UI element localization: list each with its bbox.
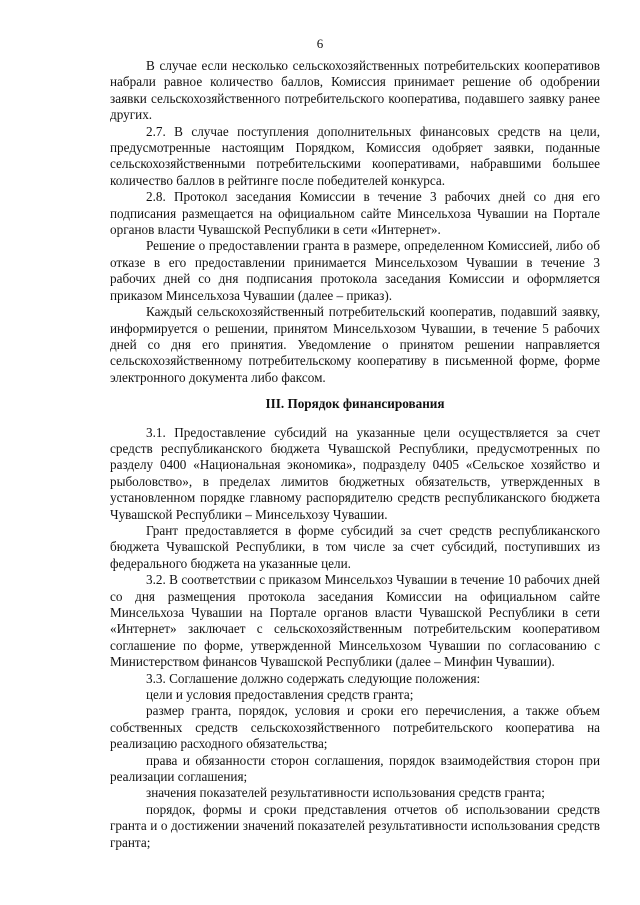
list-item: права и обязанности сторон соглашения, порядок взаимодействия сторон при реализации соглашения;	[110, 752, 600, 785]
page-number: 6	[316, 36, 324, 51]
paragraph: 3.2. В соответствии с приказом Минсельхоз Чувашии в течение 10 рабочих дней со дня размещения протокола заседания Комиссии на официальном сайте Минсельхоза Чувашии на Портале органов власти Чувашской Республики в сети «Интернет» заключает с сельскохозяйственным потребительским кооперативом соглашение по форме, утвержденной Минсельхозом Чувашии по согласованию с Министерством финансов Чувашской Республики (далее – Минфин Чувашии).	[110, 572, 600, 670]
list-item: цели и условия предоставления средств гранта;	[146, 687, 414, 703]
section-heading: III. Порядок финансирования	[265, 396, 445, 412]
paragraph: Решение о предоставлении гранта в размере, определенном Комиссией, либо об отказе в его предоставлении принимается Минсельхозом Чувашии в течение 3 рабочих дней со дня подписания протокола заседания Комиссии и оформляется приказом Минсельхоза Чувашии (далее – приказ).	[110, 238, 600, 303]
document-body	[110, 58, 600, 851]
paragraph: 2.7. В случае поступления дополнительных финансовых средств на цели, предусмотренные настоящим Порядком, Комиссия одобряет заявки, поданные сельскохозяйственными потребительскими кооперативами, набравшими большее количество баллов в рейтинге после победителей конкурса.	[110, 123, 600, 188]
paragraph: Каждый сельскохозяйственный потребительский кооператив, подавший заявку, информируется о решении, принятом Минсельхозом Чувашии, в течение 5 рабочих дней со дня его принятия. Уведомление о принятом решении направляется сельскохозяйственному потребительскому кооперативу в письменной форме, форме электронного документа либо факсом.	[110, 304, 600, 385]
paragraph: Грант предоставляется в форме субсидий за счет средств республиканского бюджета Чувашской Республики, в том числе за счет субсидий, поступивших из федерального бюджета на указанные цели.	[110, 522, 600, 571]
list-item: значения показателей результативности использования средств гранта;	[146, 785, 545, 801]
paragraph: 3.1. Предоставление субсидий на указанные цели осуществляется за счет средств республиканского бюджета Чувашской Республики, предусмотренных по разделу 0400 «Национальная экономика», подразделу 0405 «Сельское хозяйство и рыболовство», в пределах лимитов бюджетных обязательств, утвержденных в установленном порядке главному распорядителю средств республиканского бюджета Чувашской Республики – Минсельхозу Чувашии.	[110, 424, 600, 522]
list-item: размер гранта, порядок, условия и сроки его перечисления, а также объем собственных средств сельскохозяйственного потребительского кооператива на реализацию расходного обязательства;	[110, 703, 600, 752]
paragraph: В случае если несколько сельскохозяйственных потребительских кооперативов набрали равное количество баллов, Комиссия принимает решение об одобрении заявки сельскохозяйственного потребительского кооператива, подавшего заявку ранее других.	[110, 58, 600, 123]
paragraph: 3.3. Соглашение должно содержать следующие положения:	[146, 670, 481, 686]
paragraph: 2.8. Протокол заседания Комиссии в течение 3 рабочих дней со дня его подписания размещается на официальном сайте Минсельхоза Чувашии на Портале органов власти Чувашской Республики в сети «Интернет».	[110, 189, 600, 238]
list-item: порядок, формы и сроки представления отчетов об использовании средств гранта и о достижении значений показателей результативности использования средств гранта;	[110, 801, 600, 850]
